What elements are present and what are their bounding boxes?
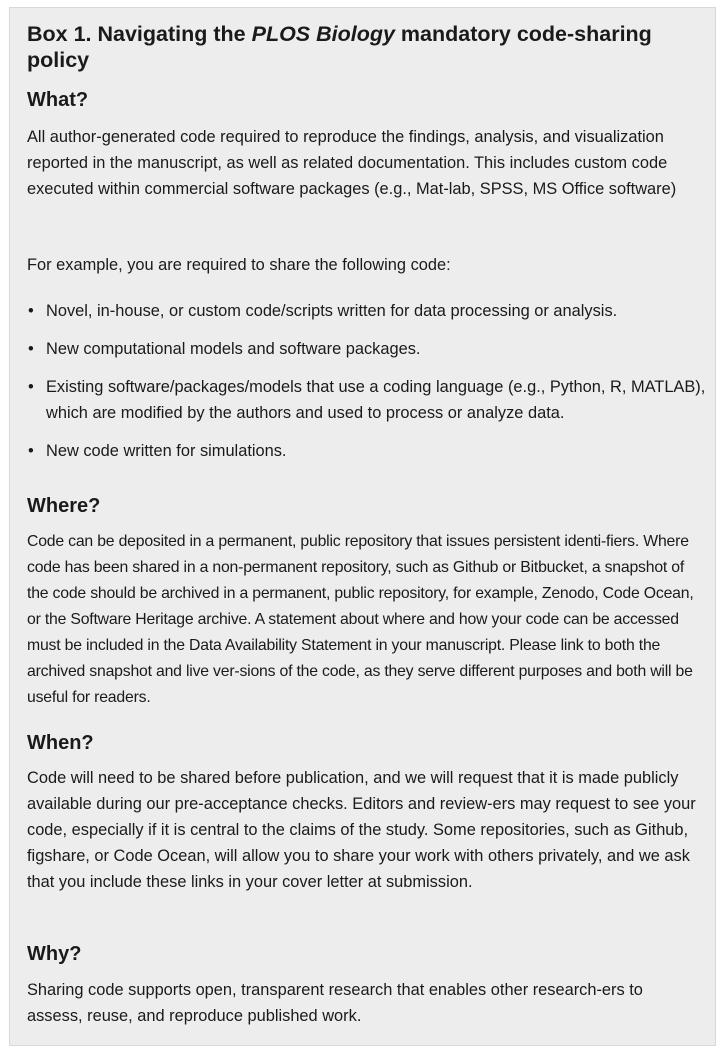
bullet-icon: • bbox=[28, 378, 34, 396]
what-heading: What? bbox=[27, 89, 89, 111]
where-heading: Where? bbox=[27, 495, 101, 517]
list-item bbox=[27, 298, 712, 324]
bullet-text: Novel, in-house, or custom code/scripts written for data processing or analysis. bbox=[46, 302, 618, 320]
journal-name: PLOS Biology bbox=[251, 22, 395, 46]
bullet-icon: • bbox=[28, 302, 34, 320]
bullet-icon: • bbox=[28, 442, 34, 460]
when-heading: When? bbox=[27, 732, 94, 754]
list-item bbox=[27, 374, 712, 426]
where-paragraph: Code can be deposited in a permanent, public repository that issues persistent identi-fiers. Where code has been shared in a non-permanent repository, such as Github or Bitbucket, a snapshot of the code should be archived in a permanent, public repository, for example, Zenodo, Code Ocean, or the Software Heritage archive. A statement about where and how your code can be accessed must be included in the Data Availability Statement in your manuscript. Please link to both the archived snapshot and live ver-sions of the code, as they serve different purposes and both will be useful for readers. bbox=[27, 533, 694, 706]
policy-box bbox=[9, 7, 716, 1046]
bullet-text: New code written for simulations. bbox=[46, 442, 287, 460]
list-item bbox=[27, 336, 712, 362]
what-paragraph-1: All author-generated code required to reproduce the findings, analysis, and visualization reported in the manuscript, as well as related documentation. This includes custom code executed within commercial software packages (e.g., Mat-lab, SPSS, MS Office software) bbox=[27, 128, 677, 198]
bullet-icon: • bbox=[28, 340, 34, 358]
box-title bbox=[27, 21, 707, 73]
why-paragraph: Sharing code supports open, transparent research that enables other research-ers to assess, reuse, and reproduce published work. bbox=[27, 981, 643, 1025]
what-paragraph-2: For example, you are required to share the following code: bbox=[27, 256, 451, 274]
bullet-text: New computational models and software packages. bbox=[46, 340, 421, 358]
title-suffix: mandatory code-sharing policy bbox=[27, 22, 652, 72]
why-heading: Why? bbox=[27, 943, 82, 965]
title-prefix: Box 1. Navigating the bbox=[27, 22, 252, 46]
when-paragraph: Code will need to be shared before publication, and we will request that it is made publicly available during our pre-acceptance checks. Editors and review-ers may request to see your code, especially if it is central to the claims of the study. Some repositories, such as Github, figshare, or Code Ocean, will allow you to share your work with others privately, and we ask that you include these links in your cover letter at submission. bbox=[27, 769, 696, 891]
list-item bbox=[27, 438, 712, 464]
bullet-text: Existing software/packages/models that use a coding language (e.g., Python, R, MATLAB), which are modified by the authors and used to process or analyze data. bbox=[46, 378, 706, 422]
what-bullet-list bbox=[27, 298, 712, 464]
